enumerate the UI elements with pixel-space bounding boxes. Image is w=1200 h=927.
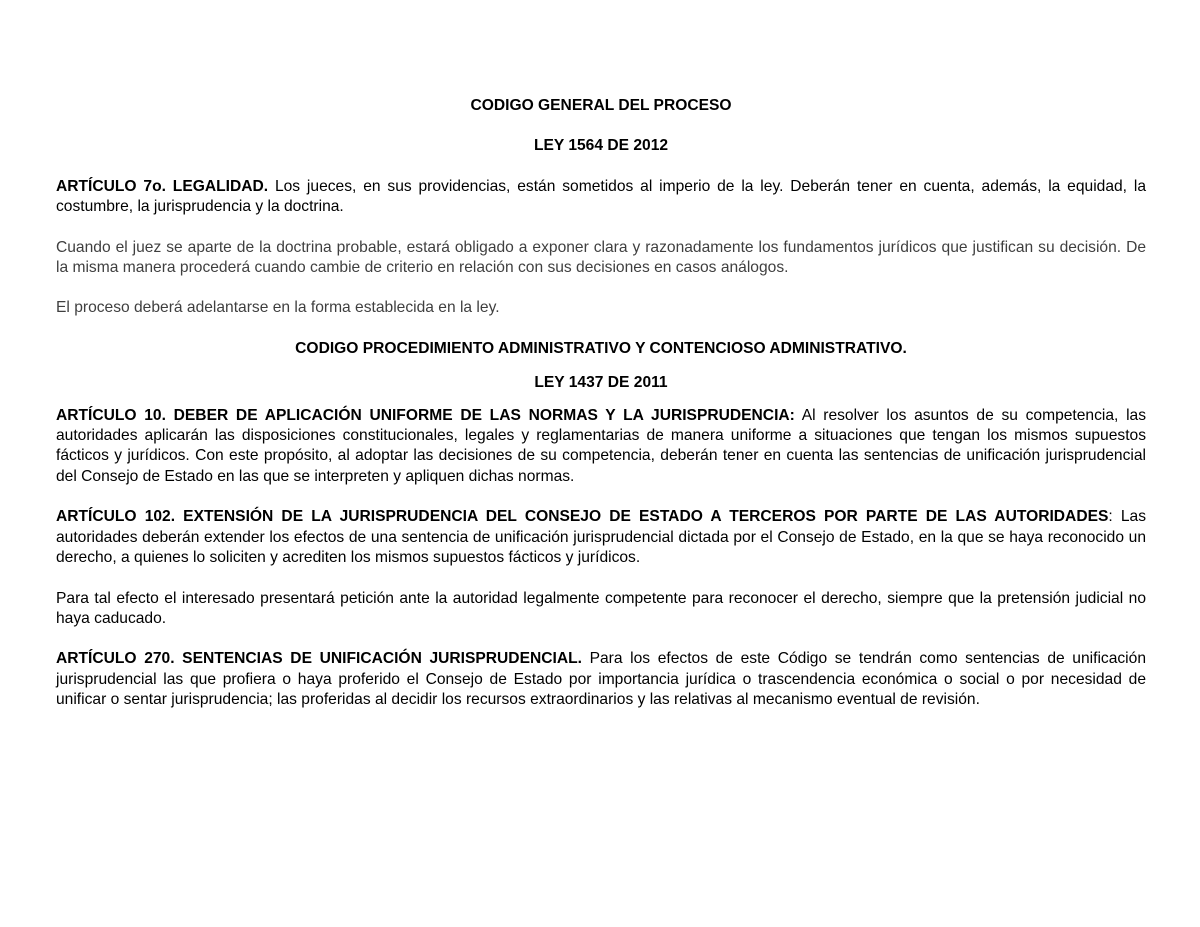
article-7-paragraph <box>56 177 1146 218</box>
article-102-heading: ARTÍCULO 102. EXTENSIÓN DE LA JURISPRUDENCIA DEL CONSEJO DE ESTADO A TERCEROS POR PARTE DE LAS AUTORIDADES <box>56 508 1109 526</box>
article-102-text: : Las autoridades deberán extender los efectos de una sentencia de unificación jurisprudencial dictada por el Consejo de Estado, en la que se haya reconocido un derecho, a quienes lo soliciten y acrediten los mismos supuestos fácticos y jurídicos. <box>56 508 1147 567</box>
article-102-paragraph-2: Para tal efecto el interesado presentará petición ante la autoridad legalmente competente para reconocer el derecho, siempre que la pretensión judicial no haya caducado. <box>56 589 1146 627</box>
article-270-text: Para los efectos de este Código se tendrán como sentencias de unificación jurisprudencial las que profiera o haya proferido el Consejo de Estado por importancia jurídica o trascendencia económica o social o por necesidad de unificar o sentar jurisprudencia; las proferidas al decidir los recursos extraordinarios y las relativas al mecanismo eventual de revisión. <box>56 650 1146 709</box>
article-7-heading: ARTÍCULO 7o. LEGALIDAD. <box>56 177 269 195</box>
section2-title: CODIGO PROCEDIMIENTO ADMINISTRATIVO Y CONTENCIOSO ADMINISTRATIVO. <box>295 339 907 357</box>
article-10-text: Al resolver los asuntos de su competencia, las autoridades aplicarán las disposiciones constitucionales, legales y reglamentarias de manera uniforme a situaciones que tengan los mismos supuestos fácticos y jurídicos. Con este propósito, al adoptar las decisiones de su competencia, deberán tener en cuenta las sentencias de unificación jurisprudencial del Consejo de Estado en las que se interpreten y apliquen dichas normas. <box>56 406 1146 485</box>
article-7-text: Los jueces, en sus providencias, están sometidos al imperio de la ley. Deberán tener en cuenta, además, la equidad, la costumbre, la jurisprudencia y la doctrina. <box>56 177 1146 216</box>
document-page <box>56 96 1146 711</box>
section1-title: CODIGO GENERAL DEL PROCESO <box>470 97 732 114</box>
article-10-paragraph <box>56 406 1146 488</box>
article-270-heading: ARTÍCULO 270. SENTENCIAS DE UNIFICACIÓN JURISPRUDENCIAL. <box>56 650 582 668</box>
article-7-paragraph-2: Cuando el juez se aparte de la doctrina probable, estará obligado a exponer clara y razonadamente los fundamentos jurídicos que justifican su decisión. De la misma manera procederá cuando cambie de criterio en relación con sus decisiones en casos análogos. <box>56 238 1146 277</box>
article-7-paragraph-3: El proceso deberá adelantarse en la forma establecida en la ley. <box>56 299 500 317</box>
article-10-heading: ARTÍCULO 10. DEBER DE APLICACIÓN UNIFORME DE LAS NORMAS Y LA JURISPRUDENCIA: <box>56 406 795 424</box>
article-102-paragraph <box>56 507 1146 568</box>
article-270-paragraph <box>56 649 1146 710</box>
section1-law: LEY 1564 DE 2012 <box>533 137 669 155</box>
section2-law: LEY 1437 DE 2011 <box>534 374 668 392</box>
